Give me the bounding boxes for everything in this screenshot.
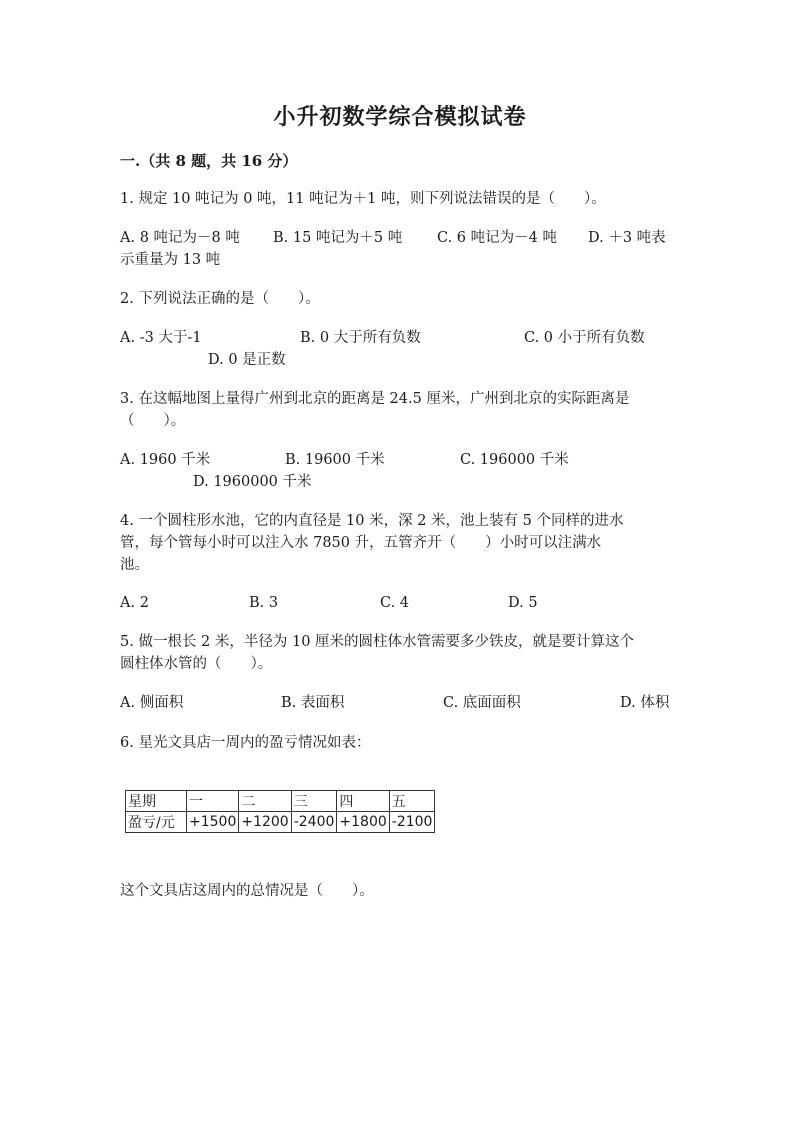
- question-5-option-a: A. 侧面积: [120, 695, 184, 711]
- question-4-option-c: C. 4: [380, 595, 410, 611]
- question-4-option-a: A. 2: [120, 595, 149, 611]
- question-1-option-a: A. 8 吨记为－8 吨: [120, 230, 240, 246]
- exam-title: 小升初数学综合模拟试卷: [273, 104, 527, 130]
- section-heading: 一.（共 8 题，共 16 分）: [120, 152, 298, 170]
- table-cell: 五: [389, 791, 435, 812]
- table-cell: -2100: [389, 812, 435, 833]
- question-4-stem-line-1: 4. 一个圆柱形水池，它的内直径是 10 米，深 2 米，池上装有 5 个同样的进水: [120, 513, 624, 529]
- question-3-stem-line-1: 3. 在这幅地图上量得广州到北京的距离是 24.5 厘米，广州到北京的实际距离是: [120, 391, 630, 407]
- question-3-option-b: B. 19600 千米: [285, 452, 385, 468]
- question-5-stem-line-1: 5. 做一根长 2 米，半径为 10 厘米的圆柱体水管需要多少铁皮，就是要计算这个: [120, 634, 635, 650]
- question-4-stem-line-2: 管，每个管每小时可以注入水 7850 升，五管齐开（ ）小时可以注满水: [120, 535, 602, 551]
- question-2-option-d: D. 0 是正数: [208, 352, 286, 368]
- table-cell: +1800: [337, 812, 389, 833]
- table-cell: 一: [187, 791, 239, 812]
- question-4-option-d: D. 5: [508, 595, 538, 611]
- table-cell: 三: [291, 791, 337, 812]
- question-3-option-c: C. 196000 千米: [460, 452, 569, 468]
- question-4-stem-line-3: 池。: [120, 557, 149, 573]
- question-5-option-c: C. 底面面积: [443, 695, 521, 711]
- question-5-stem-line-2: 圆柱体水管的（ ）。: [120, 656, 273, 672]
- question-3-option-d: D. 1960000 千米: [193, 474, 312, 490]
- question-3-option-a: A. 1960 千米: [120, 452, 211, 468]
- question-6-prompt: 这个文具店这周内的总情况是（ ）。: [120, 883, 374, 899]
- question-1-option-d: D. ＋3 吨表: [588, 230, 666, 246]
- question-5-option-d: D. 体积: [620, 695, 670, 711]
- table-cell: -2400: [291, 812, 337, 833]
- table-cell: 二: [239, 791, 291, 812]
- question-5-option-b: B. 表面积: [281, 695, 345, 711]
- question-2-option-b: B. 0 大于所有负数: [300, 330, 421, 346]
- table-header-row: [126, 791, 435, 812]
- question-2-option-c: C. 0 小于所有负数: [524, 330, 645, 346]
- table-cell: +1500: [187, 812, 239, 833]
- table-cell: 四: [337, 791, 389, 812]
- question-1-option-b: B. 15 吨记为＋5 吨: [273, 230, 403, 246]
- question-1-stem: 1. 规定 10 吨记为 0 吨，11 吨记为＋1 吨，则下列说法错误的是（ ）。: [120, 191, 606, 207]
- question-2-option-a: A. -3 大于-1: [120, 330, 202, 346]
- question-6-stem: 6. 星光文具店一周内的盈亏情况如表：: [120, 735, 371, 751]
- question-1-option-c: C. 6 吨记为－4 吨: [437, 230, 557, 246]
- question-3-stem-line-2: （ ）。: [120, 413, 186, 429]
- question-1-option-d-continued: 示重量为 13 吨: [120, 252, 221, 268]
- question-4-option-b: B. 3: [249, 595, 279, 611]
- table-cell: +1200: [239, 812, 291, 833]
- profit-loss-table: [125, 790, 435, 833]
- table-cell: 星期: [126, 791, 187, 812]
- table-row: [126, 812, 435, 833]
- question-2-stem: 2. 下列说法正确的是（ ）。: [120, 291, 320, 307]
- table-cell: 盈亏/元: [126, 812, 187, 833]
